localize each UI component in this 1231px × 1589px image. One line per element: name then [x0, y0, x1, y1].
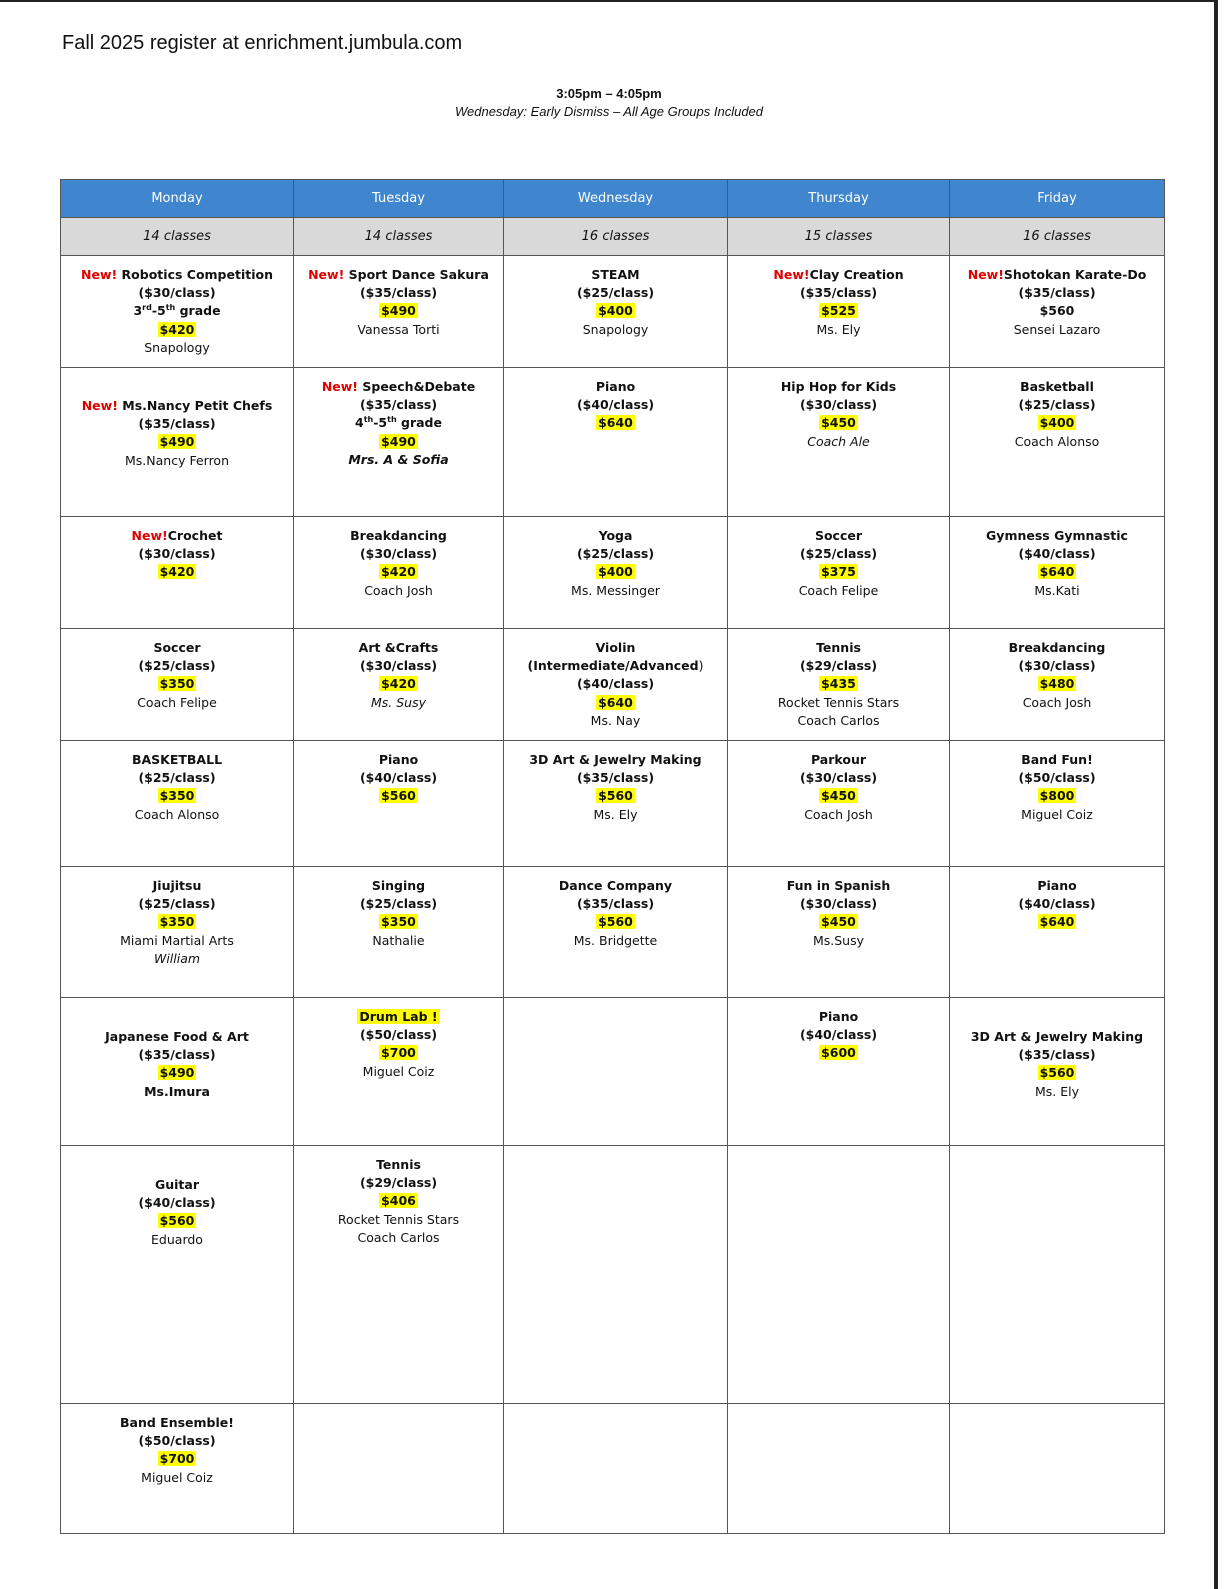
class-price: $560 — [1039, 1065, 1075, 1081]
class-rate: ($25/class) — [576, 546, 655, 562]
class-price: $480 — [1039, 676, 1075, 692]
class-price: $450 — [821, 788, 856, 804]
class-rate: ($35/class) — [359, 397, 438, 413]
class-rate: ($40/class) — [1018, 896, 1096, 912]
class-price: $450 — [821, 914, 856, 930]
class-teacher: Miguel Coiz — [141, 1469, 213, 1485]
class-rate: ($35/class) — [1018, 285, 1096, 301]
class-teacher: Ms. Susy — [370, 694, 426, 710]
class-cell — [950, 368, 1165, 517]
class-price: $350 — [381, 914, 416, 930]
class-count-friday: 16 classes — [950, 218, 1165, 256]
wednesday-note: Wednesday: Early Dismiss – All Age Groups Included — [454, 104, 764, 119]
class-teacher: Miguel Coiz — [362, 1063, 435, 1079]
class-title: Crochet — [167, 528, 223, 543]
class-cell — [61, 1146, 294, 1404]
class-cell — [294, 256, 504, 368]
class-title: 3D Art & Jewelry Making — [529, 752, 702, 767]
new-badge: New! — [81, 267, 118, 282]
class-cell — [61, 368, 294, 517]
class-price: $490 — [381, 303, 416, 319]
class-price: $560 — [598, 788, 633, 804]
class-title: Singing — [371, 878, 426, 893]
class-rate: ($25/class) — [359, 896, 438, 912]
class-cell — [61, 629, 294, 741]
day-header-wednesday: Wednesday — [504, 180, 728, 218]
class-teacher: Miami Martial Arts — [120, 932, 234, 948]
class-count-row — [61, 218, 1165, 256]
class-teacher: Snapology — [144, 339, 210, 355]
class-rate: ($35/class) — [138, 416, 216, 432]
class-teacher: Coach Ale — [807, 433, 870, 449]
class-teacher: Coach Josh — [1022, 694, 1092, 710]
class-cell — [294, 998, 504, 1146]
class-rate: ($25/class) — [138, 896, 216, 912]
class-rate: ($25/class) — [1018, 397, 1096, 413]
class-cell — [294, 629, 504, 741]
class-teacher-secondary: William — [153, 950, 201, 966]
class-rate: ($40/class) — [576, 676, 655, 692]
class-price: $800 — [1039, 788, 1075, 804]
class-title: 3D Art & Jewelry Making — [970, 1029, 1144, 1044]
empty-cell — [950, 1146, 1165, 1404]
class-price: $350 — [159, 914, 195, 930]
class-teacher: Coach Josh — [364, 582, 433, 598]
class-title: Guitar — [154, 1177, 200, 1192]
new-badge: New! — [81, 398, 118, 413]
schedule-row — [61, 629, 1165, 741]
class-price: $450 — [821, 415, 856, 431]
class-cell — [728, 998, 950, 1146]
class-rate: ($25/class) — [138, 770, 216, 786]
new-badge: New! — [773, 267, 810, 282]
class-rate: ($29/class) — [359, 1175, 438, 1191]
class-rate: ($29/class) — [799, 658, 878, 674]
class-cell — [504, 629, 728, 741]
class-cell — [504, 517, 728, 629]
class-rate: ($30/class) — [138, 546, 216, 562]
class-title: Piano — [818, 1009, 859, 1024]
class-teacher: Coach Alonso — [134, 806, 220, 822]
class-cell — [728, 867, 950, 998]
empty-cell — [728, 1146, 950, 1404]
class-price: $560 — [381, 788, 416, 804]
class-price: $560 — [159, 1213, 195, 1229]
schedule-row — [61, 867, 1165, 998]
empty-cell — [504, 1146, 728, 1404]
class-rate: ($30/class) — [1018, 658, 1096, 674]
class-price: $640 — [1039, 914, 1075, 930]
class-teacher: Ms. Ely — [593, 806, 638, 822]
class-rate: ($30/class) — [359, 658, 438, 674]
new-badge: New! — [131, 528, 168, 543]
class-title: Parkour — [810, 752, 867, 767]
class-teacher: Ms. Nay — [590, 712, 641, 728]
class-rate: ($35/class) — [1018, 1047, 1096, 1063]
class-cell — [950, 867, 1165, 998]
schedule-row — [61, 368, 1165, 517]
class-rate: ($50/class) — [359, 1027, 438, 1043]
class-title: Breakdancing — [1008, 640, 1106, 655]
class-teacher: Sensei Lazaro — [1013, 321, 1101, 337]
class-rate: ($30/class) — [799, 770, 878, 786]
class-title: Basketball — [1020, 379, 1094, 394]
class-title: Ms.Nancy Petit Chefs — [117, 398, 273, 413]
class-teacher: Rocket Tennis Stars — [337, 1211, 460, 1227]
class-rate: ($35/class) — [799, 285, 878, 301]
class-teacher: Rocket Tennis Stars — [777, 694, 900, 710]
class-price: $640 — [598, 415, 633, 431]
class-rate: ($30/class) — [799, 397, 878, 413]
class-cell — [294, 867, 504, 998]
schedule-table — [60, 179, 1165, 1534]
class-title: Speech&Debate — [358, 379, 476, 394]
day-header-friday: Friday — [950, 180, 1165, 218]
class-teacher: Coach Felipe — [137, 694, 217, 710]
class-title: Tennis — [816, 640, 861, 655]
class-price: $420 — [159, 564, 195, 580]
new-badge: New! — [967, 267, 1004, 282]
class-teacher: Coach Josh — [804, 806, 873, 822]
class-price: $350 — [159, 676, 195, 692]
time-range: 3:05pm – 4:05pm — [556, 86, 662, 101]
day-header-tuesday: Tuesday — [294, 180, 504, 218]
class-cell — [61, 998, 294, 1146]
class-teacher: Coach Alonso — [1014, 433, 1100, 449]
class-price: $600 — [821, 1045, 856, 1061]
class-teacher: Vanessa Torti — [357, 321, 440, 337]
empty-cell — [294, 1404, 504, 1534]
class-cell — [504, 741, 728, 867]
empty-cell — [950, 1404, 1165, 1534]
class-rate: ($30/class) — [799, 896, 878, 912]
schedule-row — [61, 517, 1165, 629]
class-price: $700 — [159, 1451, 195, 1467]
class-cell — [61, 1404, 294, 1534]
class-title: Hip Hop for Kids — [780, 379, 897, 394]
class-price: $700 — [381, 1045, 416, 1061]
class-title: Tennis — [376, 1157, 421, 1172]
class-cell — [504, 368, 728, 517]
class-cell — [294, 741, 504, 867]
class-title: Art &Crafts — [358, 640, 439, 655]
class-teacher: Ms. Messinger — [571, 582, 660, 598]
class-title: Piano — [595, 379, 636, 394]
class-price: $525 — [821, 303, 856, 319]
new-badge: New! — [321, 379, 359, 394]
class-title: Soccer — [814, 528, 863, 543]
class-title: Breakdancing — [350, 528, 447, 543]
class-title: Jiujitsu — [152, 878, 202, 893]
class-title: Drum Lab ! — [359, 1009, 438, 1024]
class-teacher: Ms.Susy — [812, 932, 865, 948]
class-price: $560 — [1039, 303, 1075, 319]
class-title: Band Ensemble! — [120, 1415, 234, 1430]
schedule-row — [61, 998, 1165, 1146]
new-badge: New! — [308, 267, 345, 282]
class-rate: ($35/class) — [138, 1047, 216, 1063]
class-teacher: Snapology — [582, 321, 649, 337]
class-rate: ($40/class) — [799, 1027, 878, 1043]
class-count-tuesday: 14 classes — [294, 218, 504, 256]
class-price: $406 — [381, 1193, 416, 1209]
class-cell — [294, 517, 504, 629]
class-title: Violin — [595, 640, 636, 655]
class-price: $640 — [1039, 564, 1075, 580]
class-title: Gymness Gymnastic — [986, 528, 1128, 543]
class-title: Soccer — [153, 640, 201, 655]
class-price: $400 — [598, 303, 633, 319]
class-price: $490 — [159, 1065, 195, 1081]
class-price: $420 — [159, 321, 195, 337]
class-price: $640 — [598, 694, 633, 710]
class-cell — [950, 998, 1165, 1146]
class-cell — [950, 517, 1165, 629]
class-cell — [504, 256, 728, 368]
class-teacher-secondary: Coach Carlos — [797, 712, 880, 728]
class-price: $420 — [381, 676, 416, 692]
class-price: $400 — [598, 564, 633, 580]
class-cell — [294, 1146, 504, 1404]
empty-cell — [728, 1404, 950, 1534]
class-title: Fun in Spanish — [786, 878, 891, 893]
class-teacher: Eduardo — [151, 1231, 203, 1247]
class-title: STEAM — [591, 267, 640, 282]
class-title: Band Fun! — [1021, 752, 1093, 767]
class-cell — [61, 256, 294, 368]
class-teacher-secondary: Coach Carlos — [357, 1229, 440, 1245]
class-grade: 3rd-5th grade — [133, 303, 221, 319]
class-rate: ($25/class) — [576, 285, 655, 301]
class-rate: ($35/class) — [359, 285, 438, 301]
class-rate: ($40/class) — [576, 397, 655, 413]
class-teacher: Miguel Coiz — [1021, 806, 1093, 822]
class-teacher: Nathalie — [372, 932, 425, 948]
class-title: BASKETBALL — [131, 752, 223, 767]
class-title: Robotics Competition — [117, 267, 273, 282]
class-count-thursday: 15 classes — [728, 218, 950, 256]
class-price: $350 — [159, 788, 195, 804]
class-subtitle: (Intermediate/Advanced — [527, 658, 699, 674]
class-cell — [61, 517, 294, 629]
class-title: Yoga — [598, 528, 633, 543]
class-price: $375 — [821, 564, 856, 580]
class-cell — [61, 867, 294, 998]
class-cell — [728, 741, 950, 867]
class-cell — [504, 867, 728, 998]
class-price: $420 — [381, 564, 416, 580]
class-title: Japanese Food & Art — [105, 1029, 249, 1044]
class-price: $490 — [381, 433, 416, 449]
class-teacher: Coach Felipe — [798, 582, 879, 598]
class-grade: 4th-5th grade — [355, 415, 442, 431]
class-cell — [728, 368, 950, 517]
class-rate: ($25/class) — [138, 658, 216, 674]
class-rate: ($30/class) — [138, 285, 216, 301]
page-title: Fall 2025 register at enrichment.jumbula.com — [62, 32, 463, 54]
class-rate: ($50/class) — [1018, 770, 1096, 786]
class-title: Piano — [378, 752, 419, 767]
class-teacher: Ms.Nancy Ferron — [125, 452, 229, 468]
class-rate: ($35/class) — [576, 896, 655, 912]
class-rate: ($40/class) — [359, 770, 438, 786]
class-cell — [294, 368, 504, 517]
class-title: Dance Company — [558, 878, 673, 893]
schedule-row — [61, 1146, 1165, 1404]
class-teacher: Ms.Imura — [144, 1083, 210, 1099]
class-cell — [61, 741, 294, 867]
class-teacher: Mrs. A & Sofia — [348, 451, 449, 467]
class-count-monday: 14 classes — [61, 218, 294, 256]
class-title: Shotokan Karate-Do — [1003, 267, 1147, 282]
class-rate: ($40/class) — [1018, 546, 1096, 562]
class-cell — [950, 629, 1165, 741]
class-rate: ($25/class) — [799, 546, 878, 562]
class-title: Piano — [1037, 878, 1077, 893]
class-cell — [728, 256, 950, 368]
class-price: $435 — [821, 676, 856, 692]
class-price: $400 — [1039, 415, 1075, 431]
schedule-row — [61, 256, 1165, 368]
day-header-thursday: Thursday — [728, 180, 950, 218]
class-cell — [950, 741, 1165, 867]
day-header-row — [61, 180, 1165, 218]
class-subtitle-end: ) — [698, 658, 704, 674]
class-rate: ($50/class) — [138, 1433, 216, 1449]
class-rate: ($30/class) — [359, 546, 438, 562]
class-teacher: Ms. Ely — [1034, 1083, 1079, 1099]
class-teacher: Ms. Ely — [816, 321, 861, 337]
empty-cell — [504, 1404, 728, 1534]
class-count-wednesday: 16 classes — [504, 218, 728, 256]
class-teacher: Ms. Bridgette — [573, 932, 658, 948]
class-rate: ($40/class) — [138, 1195, 216, 1211]
class-title: Sport Dance Sakura — [344, 267, 489, 282]
day-header-monday: Monday — [61, 180, 294, 218]
class-teacher: Ms.Kati — [1034, 582, 1080, 598]
class-cell — [728, 517, 950, 629]
empty-cell — [504, 998, 728, 1146]
class-cell — [728, 629, 950, 741]
class-price: $490 — [159, 434, 195, 450]
class-price: $560 — [598, 914, 633, 930]
schedule-row — [61, 1404, 1165, 1534]
class-cell — [950, 256, 1165, 368]
class-rate: ($35/class) — [576, 770, 655, 786]
class-title: Clay Creation — [809, 267, 904, 282]
schedule-row — [61, 741, 1165, 867]
